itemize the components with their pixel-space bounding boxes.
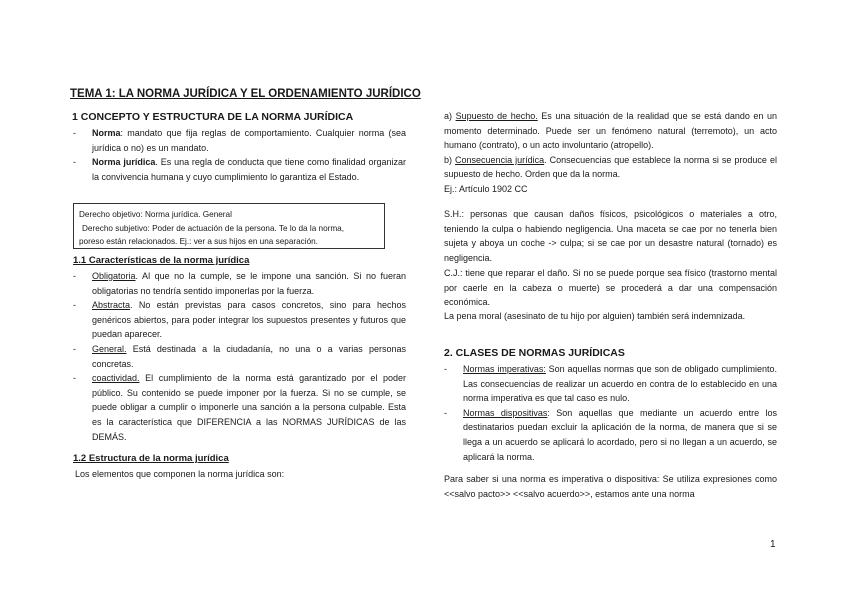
moral-paragraph: La pena moral (asesinato de tu hijo por alguien) también será indemnizada. bbox=[444, 311, 746, 321]
right-column-top bbox=[444, 109, 777, 197]
page-number: 1 bbox=[770, 539, 776, 550]
characteristic-text: . No están previstas para casos concretos, sino para hechos genéricos abiertos, para poder integrar los supuestos presentes y futuros que puedan aparecer. bbox=[92, 300, 406, 340]
section-1-2-text: Los elementos que componen la norma jurídica son: bbox=[75, 469, 285, 479]
characteristic-term: coactividad. bbox=[92, 373, 140, 384]
supuesto-paragraph bbox=[444, 109, 777, 153]
class-text: Son aquellas normas que son de obligado cumplimiento. Las consecuencias de realizar un acuerdo en contra de lo establecido en una norma imperativa es que tal caso es nulo. bbox=[463, 364, 777, 404]
class-item: - Normas dispositivas: Son aquellas que mediante un acuerdo entre los destinatarios puedan excluir la aplicación de la norma, de manera que si se llega a un acuerdo se aplicará lo acordado, pero si no llegan a un acuerdo, se aplicará la norma. bbox=[444, 407, 778, 462]
characteristic-item: - Obligatoria. Al que no la cumple, se le impone una sanción. Si no fueran obligatorias no tendría sentido imponerlas por la fuerza. bbox=[73, 271, 406, 296]
section-1-heading: 1 CONCEPTO Y ESTRUCTURA DE LA NORMA JURÍDICA bbox=[72, 111, 354, 123]
characteristics-list bbox=[70, 269, 406, 444]
characteristic-term: General. bbox=[92, 343, 127, 354]
section-1-1-heading: 1.1 Características de la norma jurídica bbox=[73, 255, 250, 266]
document-title: TEMA 1: LA NORMA JURÍDICA Y EL ORDENAMIENTO JURÍDICO bbox=[70, 88, 421, 100]
sh-paragraph: S.H.: personas que causan daños físicos, psicológicos o materiales a otro, teniendo la culpa o habiendo negligencia. Una maceta se cae por no tenerla bien sujeta y aboya un coche -> culpa; si se cae por un desastre natural (tornado) es negligencia. bbox=[444, 209, 777, 263]
characteristic-text: . Al que no la cumple, se le impone una sanción. Si no fueran obligatorias no tendría sentido imponerlas por la fuerza. bbox=[92, 271, 406, 296]
consecuencia-term: Consecuencia jurídica bbox=[455, 154, 545, 165]
supuesto-text: Es una situación de la realidad que se está dando en un momento determinado. Puede ser un fenómeno natural (terremoto), un acto humano (contrato), o un acto involuntario (atropello). bbox=[444, 111, 777, 151]
class-term: Normas dispositivas bbox=[463, 407, 548, 418]
characteristic-term: Abstracta bbox=[92, 300, 131, 311]
norma-text: : mandato que fija reglas de comportamiento. Cualquier norma (sea jurídica o no) es un mandato. bbox=[92, 128, 406, 153]
definition-norma: - Norma: mandato que fija reglas de comportamiento. Cualquier norma (sea jurídica o no) es un mandato. bbox=[73, 128, 406, 153]
section-1-2-heading: 1.2 Estructura de la norma jurídica bbox=[73, 453, 229, 464]
consecuencia-text: . Consecuencias que establece la norma si se produce el supuesto de hecho. Orden que da la norma. bbox=[444, 154, 777, 180]
class-text: : Son aquellas que mediante un acuerdo entre los destinatarios puedan excluir la aplicación de la norma, de manera que si se llega a un acuerdo se aplicará lo acordado, pero si no llegan a un acuerdo, se aplicará la norma. bbox=[463, 407, 778, 462]
cj-paragraph: C.J.: tiene que reparar el daño. Si no se puede porque sea físico (trastorno mental por caerle en la cabeza o muerte) se procederá a dar una compensación económica. bbox=[444, 268, 777, 308]
b-prefix: b) bbox=[444, 154, 456, 165]
characteristic-text: Está destinada a la ciudadanía, no una o a varias personas concretas. bbox=[92, 343, 406, 369]
box-line-2: Derecho subjetivo: Poder de actuación de la persona. Te lo da la norma, bbox=[82, 223, 345, 233]
derecho-box bbox=[73, 203, 385, 249]
box-line-1: Derecho objetivo: Norma jurídica. General bbox=[79, 210, 232, 219]
class-item: - Normas imperativas: Son aquellas normas que son de obligado cumplimiento. Las consecuencias de realizar un acuerdo en contra de lo establecido en una norma imperativa es que tal caso es nulo. bbox=[444, 364, 777, 404]
characteristic-item: - General. Está destinada a la ciudadanía, no una o a varias personas concretas. bbox=[73, 343, 406, 369]
norma-term: Norma bbox=[92, 128, 121, 138]
section-2-heading: 2. CLASES DE NORMAS JURÍDICAS bbox=[444, 347, 625, 359]
example-line: Ej.: Artículo 1902 CC bbox=[444, 183, 528, 194]
supuesto-term: Supuesto de hecho. bbox=[455, 111, 538, 121]
definitions-list bbox=[70, 126, 406, 184]
a-prefix: a) bbox=[444, 111, 456, 121]
definition-norma-juridica: - Norma jurídica. Es una regla de conducta que tiene como finalidad organizar la convivencia humana y cuyo cumplimiento lo garantiza el Estado. bbox=[73, 157, 406, 182]
box-line-3: poreso están relacionados. Ej.: ver a sus hijos en una separación. bbox=[79, 237, 318, 246]
characteristic-term: Obligatoria bbox=[92, 271, 136, 281]
norma-juridica-text: . Es una regla de conducta que tiene como finalidad organizar la convivencia humana y cuyo cumplimiento lo garantiza el Estado. bbox=[92, 157, 406, 182]
closing-paragraph: Para saber si una norma es imperativa o dispositiva: Se utiliza expresiones como <<salvo pacto>> <<salvo acuerdo>>, estamos ante una norma bbox=[444, 474, 777, 499]
class-term: Normas imperativas: bbox=[463, 364, 546, 374]
norma-juridica-term: Norma jurídica bbox=[92, 157, 156, 168]
characteristic-item: - coactividad. El cumplimiento de la norma está garantizado por el poder público. Su contenido se puede imponer por la fuerza. Si no se cumple, se puede obligar a cumplir o imponerle una sanción a la persona culpable. Esta es la característica que DIFERENCIA a las NORMAS JURÍDICAS de las DEMÁS. bbox=[73, 373, 406, 442]
characteristic-item: - Abstracta. No están previstas para casos concretos, sino para hechos genéricos abiertos, para poder integrar los supuestos presentes y futuros que puedan aparecer. bbox=[73, 300, 406, 340]
consecuencia-paragraph bbox=[444, 153, 777, 182]
classes-list bbox=[441, 362, 777, 464]
characteristic-text: El cumplimiento de la norma está garantizado por el poder público. Su contenido se puede imponer por la fuerza. Si no se cumple, se puede obligar a cumplir o imponerle una sanción a la persona culpable. Esta es la característica que DIFERENCIA a las NORMAS JURÍDICAS de las DEMÁS. bbox=[92, 373, 406, 442]
